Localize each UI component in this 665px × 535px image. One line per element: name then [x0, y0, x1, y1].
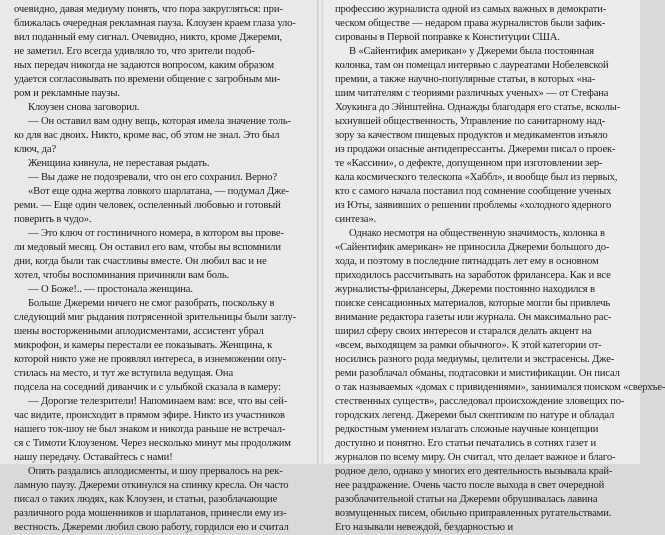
- text-line: ламную паузу. Джереми откинулся на спинку кресла. Он часто: [14, 480, 289, 491]
- text-line: Опять раздались аплодисменты, и шоу прервалось на рек-: [28, 466, 283, 477]
- text-line: хода, и поэтому в последние пятнадцать лет ему в основном: [335, 256, 599, 267]
- text-line: возмущенных писем, обильно приправленных ругательствами.: [335, 508, 612, 519]
- text-line: реми разоблачал обманы, подтасовки и мистификации. Он писал: [335, 368, 620, 379]
- left-page-text: [14, 3, 307, 535]
- text-line: — Он оставил вам одну вещь, которая имела значение толь-: [28, 116, 291, 127]
- text-line: кто с самого начала поставил под сомнение сообщение ученых: [335, 186, 612, 197]
- text-line: реми. — Еще один человек, оспеленный любовью и готовый: [14, 200, 281, 211]
- text-line: Его называли невеждой, бездарностью и: [335, 522, 513, 533]
- text-line: нее раздражение. Очень часто после выхода в свет очередной: [335, 480, 605, 491]
- text-line: подсела на соседний диванчик и с улыбкой сказала в камеру:: [14, 382, 281, 393]
- text-line: Больше Джереми ничего не смог разобрать, поскольку в: [28, 298, 275, 309]
- text-line: — Вы даже не подозревали, что он его сохранил. Верно?: [28, 172, 277, 183]
- text-line: журналов по всему миру. Он считал, что делает важное и благо-: [335, 452, 616, 463]
- text-line: ко для вас двоих. Никто, кроме вас, об этом не знал. Это был: [14, 130, 280, 141]
- text-line: которой никто уже не проявлял интереса, в изнеможении опу-: [14, 354, 286, 365]
- text-line: «всем, выходящем за рамки обычного». К этой категории от-: [335, 340, 602, 351]
- text-line: «Сайентифик американ» не приносила Джереми большого до-: [335, 242, 610, 253]
- text-line: «Вот еще одна жертва ловкого шарлатана, — подумал Дже-: [28, 186, 290, 197]
- text-line: час видите, происходит в прямом эфире. Никто из участников: [14, 410, 285, 421]
- text-line: дни, когда были так счастливы вместе. Он любил вас и не: [14, 256, 267, 267]
- text-line: синтеза».: [335, 214, 376, 225]
- text-line: ли медовый месяц. Он оставил его вам, чтобы вы вспомнили: [14, 242, 281, 253]
- text-line: Хоукинга до Эйнштейна. Однажды благодаря его статье, всколы-: [335, 102, 621, 113]
- text-line: ыхнувшей общественность, Управление по санитарному над-: [335, 116, 606, 127]
- text-line: ширил сферу своих интересов и старался делать акцент на: [335, 326, 592, 337]
- text-line: те «Кассини», о дефекте, допущенном при изготовлении зер-: [335, 158, 603, 169]
- text-line: редкостным умением излагать сложные научные концепции: [335, 424, 599, 435]
- text-line: микрофон, и камеры перестали ее показывать. Женщина, к: [14, 340, 273, 351]
- text-line: из Юты, заявивших о решении проблемы «холодного ядерного: [335, 200, 612, 211]
- text-line: профессию журналиста одной из самых важных в демократи-: [335, 4, 607, 15]
- text-line: — Это ключ от гостиничного номера, в котором вы прове-: [28, 228, 284, 239]
- text-line: Клоузен снова заговорил.: [28, 102, 140, 113]
- text-line: зору за качеством пищевых продуктов и медикаментов изъяло: [335, 130, 608, 141]
- right-page-text: [335, 3, 665, 535]
- text-line: вестность. Джереми любил свою работу, гордился ею и считал: [14, 522, 289, 533]
- text-line: о так называемых «домах с привидениями», заниимался поиском «сверхъе-: [335, 382, 665, 393]
- text-line: родное дело, однако у многих его деятельность вызывала край-: [335, 466, 613, 477]
- text-line: Женщина кивнула, не переставая рыдать.: [28, 158, 210, 169]
- text-line: не заметил. Его всегда удивляло то, что зрители подоб-: [14, 46, 255, 57]
- text-line: писал о таких людях, как Клоузен, и статьи, разоблачающие: [14, 494, 278, 505]
- text-line: ближалась очередная рекламная пауза. Клоузен краем глаза уло-: [14, 18, 296, 29]
- text-line: ся с Тимоти Клоузеном. Через несколько минут мы продолжим: [14, 438, 291, 449]
- text-line: — О Боже!.. — простонала женщина.: [28, 284, 193, 295]
- text-line: колонка, там он помещал интервью с лауреатами Нобелевской: [335, 60, 609, 71]
- text-line: ром и рекламные паузы.: [14, 88, 120, 99]
- text-line: шим читателям с теориями различных ученых» — от Стефана: [335, 88, 609, 99]
- text-line: следующий миг рыдания потрясенной зрительницы были заглу-: [14, 312, 297, 323]
- text-line: удается согласовывать по времени общение с загробным ми-: [14, 74, 281, 85]
- text-line: очевидно, давая медиуму понять, что пора закругляться: при-: [14, 4, 283, 15]
- text-line: вил поданный ему сигнал. Очевидно, никто, кроме Джереми,: [14, 32, 283, 43]
- text-line: доступно и понятно. Его статьи печатались в сотнях газет и: [335, 438, 596, 449]
- text-line: хотел, чтобы воспоминания причиняли вам боль.: [14, 270, 230, 281]
- text-line: нашу передачу. Оставайтесь с нами!: [14, 452, 173, 463]
- right-page: [323, 0, 665, 533]
- text-line: поиске сенсационных материалов, которые могли бы привлечь: [335, 298, 611, 309]
- text-line: стилась на место, и тут же вступила ведущая. Она: [14, 368, 234, 379]
- text-line: ключ, да?: [14, 144, 57, 155]
- text-line: городских легенд. Джереми был скептиком по натуре и обладал: [335, 410, 615, 421]
- text-line: ческом обществе — недаром права журналистов были зафик-: [335, 18, 606, 29]
- text-line: журналисты-фрилансеры, Джереми постоянно находился в: [335, 284, 595, 295]
- text-line: Однако несмотря на общественную значимость, колонка в: [349, 228, 605, 239]
- text-line: приходилось рассчитывать на заработок фрилансера. Как и все: [335, 270, 611, 281]
- text-line: кала космического телескопа «Хаббл», и вообще был из первых,: [335, 172, 618, 183]
- text-line: носились разного рода медиумы, целители и экстрасенсы. Дже-: [335, 354, 615, 365]
- text-line: нашего ток-шоу не был знаком и никогда раньше не встречал-: [14, 424, 286, 435]
- text-line: ных передач никогда не задаются вопросом, каким образом: [14, 60, 274, 71]
- text-line: премии, а также научно-популярные статьи, в которых «на-: [335, 74, 596, 85]
- text-line: шены восторженными аплодисментами, ассистент убрал: [14, 326, 264, 337]
- text-line: поверить в чудо».: [14, 214, 92, 225]
- left-page: [0, 0, 317, 533]
- text-line: стественных существ», расследовал происхождение зловещих по-: [335, 396, 625, 407]
- text-line: различного рода мошенников и шарлатанов, принесли ему из-: [14, 508, 287, 519]
- text-line: В «Сайентифик американ» у Джереми была постоянная: [349, 46, 594, 57]
- text-line: — Дорогие телезрители! Напоминаем вам: все, что вы сей-: [28, 396, 288, 407]
- text-line: разоблачительной статьи на Джереми обрушивалась лавина: [335, 494, 598, 505]
- text-line: сированы в Первой поправке к Конституции США.: [335, 32, 560, 43]
- text-line: внимание редактора газеты или журнала. Он максимально рас-: [335, 312, 612, 323]
- text-line: из продажи опасные антидепрессанты. Джереми писал о проек-: [335, 144, 616, 155]
